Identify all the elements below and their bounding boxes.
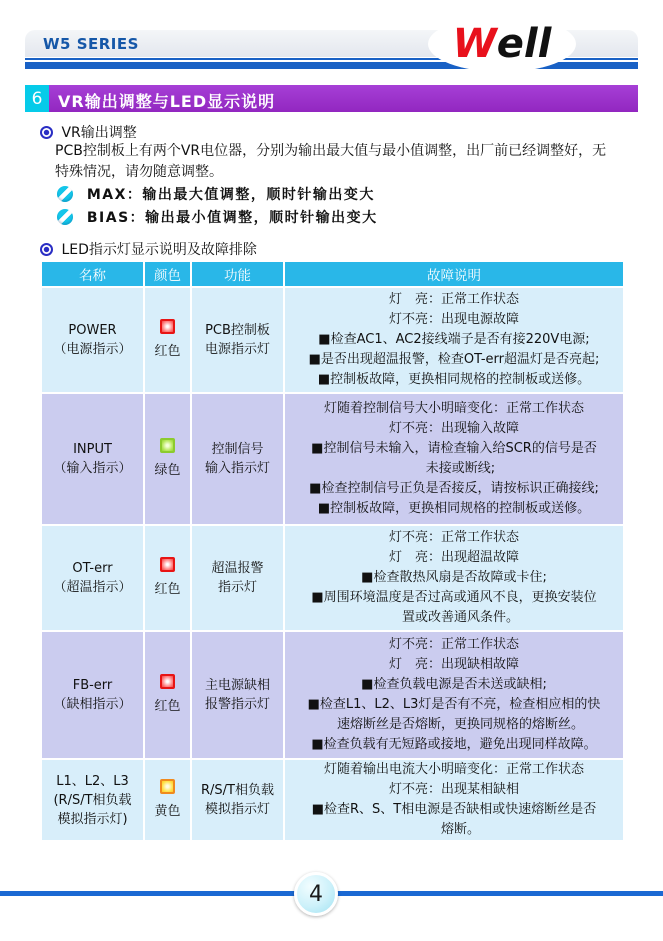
function-line: 指示灯	[217, 580, 257, 595]
well-logo	[428, 16, 576, 72]
function-line: 主电源缺相	[204, 678, 270, 693]
function-line: R/S/T相负载	[201, 783, 274, 798]
function-line: 报警指示灯	[204, 697, 270, 712]
led-name-sub: （电源指示）	[53, 342, 132, 357]
red-led-icon	[160, 557, 175, 572]
color-cell	[145, 632, 190, 758]
name-cell	[42, 394, 143, 524]
vr-body-line2: 特殊情况，请勿随意调整。	[55, 164, 223, 180]
function-cell	[192, 632, 283, 758]
led-indicator-table	[40, 260, 625, 842]
fault-line: 灯 亮：出现缺相故障	[388, 657, 519, 672]
led-name: OT-err	[72, 561, 113, 576]
bullseye-bullet-icon	[40, 243, 53, 256]
fault-line: 灯 亮：正常工作状态	[388, 292, 519, 307]
potentiometer-screw-icon	[57, 186, 73, 202]
fault-line: ■检查AC1、AC2接线端子是否有接220V电源;	[318, 332, 590, 347]
fault-line: 熔断。	[427, 822, 480, 837]
section-banner	[25, 85, 638, 112]
fault-line: ■检查散热风扇是否故障或卡住;	[361, 570, 547, 585]
function-line: 输入指示灯	[204, 461, 270, 476]
led-name: INPUT	[73, 442, 112, 457]
function-cell	[192, 526, 283, 630]
led-name-sub: (R/S/T相负载	[53, 792, 132, 808]
fault-cell	[285, 394, 623, 524]
table-row-power	[42, 288, 623, 392]
bias-adjust-label: BIAS：输出最小值调整，顺时针输出变大	[86, 210, 378, 226]
fault-line: 灯 亮：出现超温故障	[388, 550, 519, 565]
fault-line: ■控制板故障，更换相同规格的控制板或送修。	[317, 372, 591, 387]
fault-line: ■检查R、S、T相电源是否缺相或快速熔断丝是否	[311, 802, 597, 817]
bias-adjust-row	[57, 207, 378, 227]
led-name: FB-err	[72, 678, 113, 693]
color-label: 黄色	[154, 804, 181, 819]
col-header-name: 名称	[42, 262, 143, 286]
fault-line: 速熔断丝是否熔断，更换同规格的熔断丝。	[323, 717, 584, 732]
max-adjust-row	[57, 184, 375, 204]
fault-line: ■检查负载有无短路或接地，避免出现同样故障。	[311, 737, 597, 752]
col-header-fault: 故障说明	[285, 262, 623, 286]
table-row-fb-err	[42, 632, 623, 758]
table-row-input	[42, 394, 623, 524]
potentiometer-screw-icon	[57, 209, 73, 225]
fault-line: 灯随着控制信号大小明暗变化：正常工作状态	[323, 401, 584, 416]
fault-line: 灯不亮：出现输入故障	[388, 421, 519, 436]
fault-cell	[285, 526, 623, 630]
fault-line: 灯不亮：正常工作状态	[388, 637, 519, 652]
function-line: 电源指示灯	[204, 342, 270, 357]
led-heading-row	[40, 239, 257, 259]
logo-letters-ell: ell	[496, 21, 552, 67]
page-number-badge: 4	[294, 872, 338, 916]
section-number-badge: 6	[25, 85, 49, 112]
table-header-row	[42, 262, 623, 286]
fault-line: 置或改善通风条件。	[388, 610, 519, 625]
fault-line: ■检查控制信号正负是否接反，请按标识正确接线;	[309, 481, 599, 496]
color-label: 红色	[154, 582, 181, 597]
color-label: 红色	[154, 699, 181, 714]
table-row-ot-err	[42, 526, 623, 630]
logo-letter-w: W	[452, 21, 497, 67]
name-cell	[42, 632, 143, 758]
fault-line: 灯不亮：出现电源故障	[388, 312, 519, 327]
color-cell	[145, 394, 190, 524]
fault-line: 未接或断线;	[412, 461, 496, 476]
green-led-icon	[160, 438, 175, 453]
fault-line: ■检查负载电源是否未送或缺相;	[361, 677, 547, 692]
fault-line: 灯随着输出电流大小明暗变化：正常工作状态	[323, 762, 584, 777]
series-title: W5 SERIES	[43, 35, 139, 53]
function-line: 超温报警	[211, 561, 264, 576]
table-row-l1l2l3	[42, 760, 623, 840]
max-adjust-label: MAX：输出最大值调整，顺时针输出变大	[86, 187, 375, 203]
led-name: L1、L2、L3	[56, 773, 129, 789]
bullseye-bullet-icon	[40, 126, 53, 139]
fault-line: 灯不亮：正常工作状态	[388, 530, 519, 545]
function-line: 模拟指示灯	[204, 802, 270, 817]
led-heading: LED指示灯显示说明及故障排除	[61, 242, 257, 258]
name-cell	[42, 288, 143, 392]
fault-line: 灯不亮：出现某相缺相	[388, 782, 519, 797]
yellow-led-icon	[160, 779, 175, 794]
led-name-sub: （输入指示）	[53, 461, 132, 476]
led-name: POWER	[68, 323, 117, 338]
fault-cell	[285, 288, 623, 392]
color-label: 绿色	[154, 463, 181, 478]
name-cell	[42, 760, 143, 840]
fault-line: ■周围环境温度是否过高或通风不良，更换安装位	[311, 590, 597, 605]
fault-cell	[285, 760, 623, 840]
fault-line: ■控制信号未输入，请检查输入给SCR的信号是否	[311, 441, 597, 456]
vr-heading-row	[40, 122, 137, 142]
fault-line: ■是否出现超温报警，检查OT-err超温灯是否亮起;	[308, 352, 600, 367]
led-name-sub: 模拟指示灯)	[57, 811, 128, 827]
function-line: PCB控制板	[205, 323, 270, 338]
led-name-sub: （超温指示）	[53, 580, 132, 595]
col-header-function: 功能	[192, 262, 283, 286]
name-cell	[42, 526, 143, 630]
color-label: 红色	[154, 344, 181, 359]
led-name-sub: （缺相指示）	[53, 697, 132, 712]
function-cell	[192, 394, 283, 524]
function-line: 控制信号	[211, 442, 264, 457]
function-cell	[192, 288, 283, 392]
vr-body-line1: PCB控制板上有两个VR电位器，分别为输出最大值与最小值调整，出厂前已经调整好，无	[55, 143, 607, 159]
col-header-color: 颜色	[145, 262, 190, 286]
red-led-icon	[160, 319, 175, 334]
vr-heading: VR输出调整	[61, 125, 137, 141]
section-title: VR输出调整与LED显示说明	[58, 92, 276, 111]
fault-line: ■检查L1、L2、L3灯是否有不亮，检查相应相的快	[307, 697, 601, 712]
color-cell	[145, 760, 190, 840]
fault-line: ■控制板故障，更换相同规格的控制板或送修。	[317, 501, 591, 516]
color-cell	[145, 288, 190, 392]
color-cell	[145, 526, 190, 630]
function-cell	[192, 760, 283, 840]
red-led-icon	[160, 674, 175, 689]
fault-cell	[285, 632, 623, 758]
